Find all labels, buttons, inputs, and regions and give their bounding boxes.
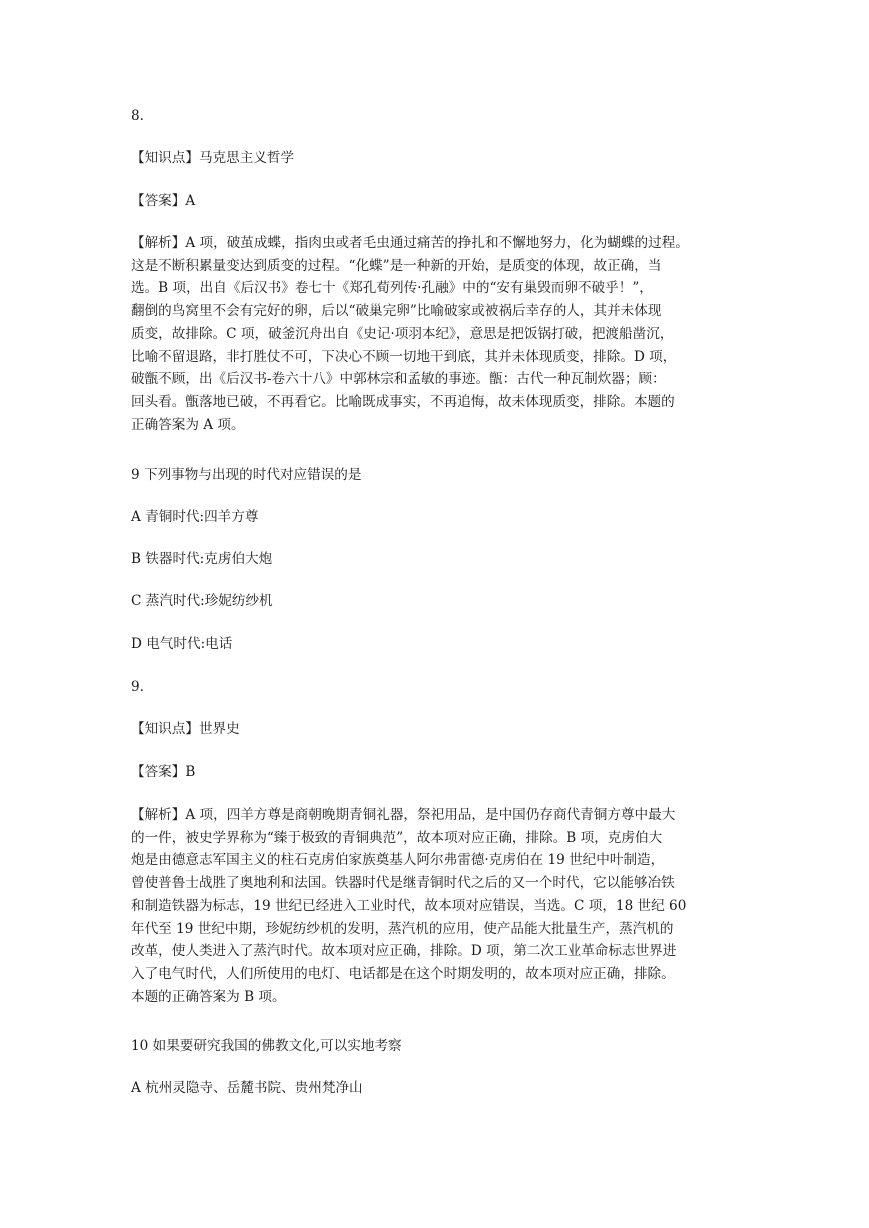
q8-knowledge-point: 【知识点】马克思主义哲学 [131, 150, 295, 166]
analysis-line: 翻倒的鸟窝里不会有完好的卵，后以“破巢完卵”比喻破家或被祸后幸存的人，其并未体现 [131, 303, 662, 320]
analysis-line: 比喻不留退路，非打胜仗不可，下决心不顾一切地干到底，其并未体现质变，排除。D 项， [131, 348, 677, 365]
analysis-line: 和制造铁器为标志，19 世纪已经进入工业时代，故本项对应错误，当选。C 项，18 世纪 60 [131, 897, 687, 914]
q9-option-b: B 铁器时代:克虏伯大炮 [131, 551, 273, 567]
analysis-line: 年代至 19 世纪中期，珍妮纺纱机的发明，蒸汽机的应用，使产品能大批量生产，蒸汽机的 [131, 920, 674, 937]
q10-option-a: A 杭州灵隐寺、岳麓书院、贵州梵净山 [131, 1080, 363, 1096]
analysis-line: 质变，故排除。C 项，破釜沉舟出自《史记·项羽本纪》，意思是把饭锅打破，把渡船凿沉， [131, 325, 674, 342]
analysis-line: 这是不断积累量变达到质变的过程。“化蝶”是一种新的开始，是质变的体现，故正确，当 [131, 257, 662, 274]
analysis-line: 破甑不顾，出《后汉书-卷六十八》中郭林宗和孟敏的事迹。甑：古代一种瓦制炊器；顾： [131, 371, 666, 388]
q9-option-a: A 青铜时代:四羊方尊 [131, 509, 259, 525]
q9-answer: 【答案】B [131, 764, 196, 780]
analysis-line: 曾使普鲁士战胜了奥地利和法国。铁器时代是继青铜时代之后的又一个时代，它以能够冶铁 [131, 875, 675, 892]
q8-answer: 【答案】A [131, 193, 196, 209]
analysis-line: 本题的正确答案为 B 项。 [131, 988, 286, 1005]
analysis-line: 的一件，被史学界称为“臻于极致的青铜典范”，故本项对应正确，排除。B 项，克虏伯大 [131, 829, 663, 846]
analysis-line: 炮是由德意志军国主义的柱石克虏伯家族奠基人阿尔弗雷德·克虏伯在 19 世纪中叶制造， [131, 852, 665, 869]
analysis-line: 【解析】A 项，破茧成蝶，指肉虫或者毛虫通过痛苦的挣扎和不懈地努力，化为蝴蝶的过程。 [131, 235, 689, 251]
q9-analysis [131, 804, 741, 1008]
q10-question: 10 如果要研究我国的佛教文化,可以实地考察 [131, 1038, 402, 1054]
analysis-line: 正确答案为 A 项。 [131, 416, 245, 433]
q8-number: 8. [131, 108, 144, 124]
q8-analysis [131, 232, 741, 436]
q9-option-d: D 电气时代:电话 [131, 636, 233, 652]
analysis-line: 入了电气时代，人们所使用的电灯、电话都是在这个时期发明的，故本项对应正确，排除。 [131, 965, 675, 982]
q9-knowledge-point: 【知识点】世界史 [131, 721, 240, 737]
analysis-line: 改革，使人类进入了蒸汽时代。故本项对应正确，排除。D 项，第二次工业革命标志世界进 [131, 943, 677, 960]
q9-question: 9 下列事物与出现的时代对应错误的是 [131, 467, 362, 483]
q9-number: 9. [131, 679, 144, 695]
analysis-line: 选。B 项，出自《后汉书》卷七十《郑孔荀列传·孔融》中的“安有巢毁而卵不破乎！”， [131, 280, 653, 297]
analysis-line: 回头看。甑落地已破，不再看它。比喻既成事实，不再追悔，故未体现质变，排除。本题的 [131, 393, 675, 410]
analysis-line: 【解析】A 项，四羊方尊是商朝晚期青铜礼器，祭祀用品，是中国仍存商代青铜方尊中最大 [131, 807, 676, 823]
q9-option-c: C 蒸汽时代:珍妮纺纱机 [131, 593, 273, 609]
